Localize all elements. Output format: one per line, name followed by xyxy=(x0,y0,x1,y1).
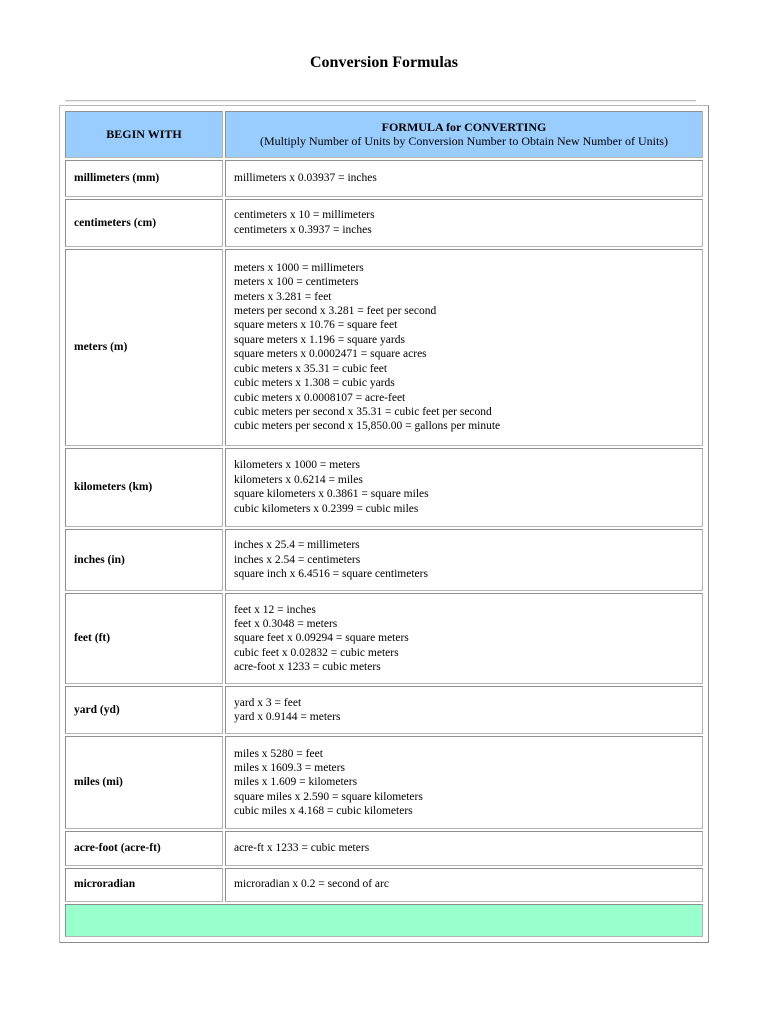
table-row xyxy=(65,736,703,829)
formula-line: cubic meters per second x 15,850.00 = gallons per minute xyxy=(234,420,501,433)
formula-line: square feet x 0.09294 = square meters xyxy=(234,632,409,645)
table-row xyxy=(65,249,703,446)
formula-line: meters x 3.281 = feet xyxy=(234,290,332,303)
table-row xyxy=(65,529,703,591)
table-row xyxy=(65,199,703,247)
conversion-table xyxy=(63,109,705,939)
formula-cell xyxy=(225,199,703,247)
formula-line: cubic feet x 0.02832 = cubic meters xyxy=(234,646,399,659)
formula-cell xyxy=(225,593,703,684)
formula-line: cubic meters x 0.0008107 = acre-feet xyxy=(234,391,406,404)
formula-line: centimeters x 0.3937 = inches xyxy=(234,223,372,236)
table-row xyxy=(65,868,703,902)
unit-cell: inches (in) xyxy=(65,529,223,591)
unit-cell: kilometers (km) xyxy=(65,448,223,527)
unit-cell: microradian xyxy=(65,868,223,902)
unit-cell: miles (mi) xyxy=(65,736,223,829)
table-row xyxy=(65,593,703,684)
table-row xyxy=(65,831,703,865)
formula-cell xyxy=(225,249,703,446)
formula-line: square kilometers x 0.3861 = square miles xyxy=(234,488,429,501)
formula-cell xyxy=(225,736,703,829)
formula-line: millimeters x 0.03937 = inches xyxy=(234,172,377,185)
header-formula xyxy=(225,111,703,158)
formula-line: yard x 3 = feet xyxy=(234,696,302,709)
formula-line: cubic meters x 35.31 = cubic feet xyxy=(234,362,388,375)
table-row xyxy=(65,448,703,527)
formula-line: meters x 100 = centimeters xyxy=(234,276,359,289)
formula-line: square miles x 2.590 = square kilometers xyxy=(234,790,423,803)
formula-line: miles x 5280 = feet xyxy=(234,747,323,760)
conversion-table-frame xyxy=(59,105,709,943)
formula-cell xyxy=(225,686,703,734)
formula-line: square meters x 10.76 = square feet xyxy=(234,319,398,332)
formula-line: square meters x 0.0002471 = square acres xyxy=(234,348,427,361)
formula-line: inches x 2.54 = centimeters xyxy=(234,553,361,566)
formula-line: acre-foot x 1233 = cubic meters xyxy=(234,661,381,674)
formula-line: meters per second x 3.281 = feet per second xyxy=(234,305,437,318)
formula-cell xyxy=(225,831,703,865)
formula-line: cubic meters per second x 35.31 = cubic feet per second xyxy=(234,405,492,418)
formula-line: feet x 0.3048 = meters xyxy=(234,617,338,630)
formula-line: miles x 1609.3 = meters xyxy=(234,761,345,774)
table-header-row xyxy=(65,111,703,158)
table-row xyxy=(65,686,703,734)
formula-line: inches x 25.4 = millimeters xyxy=(234,539,360,552)
unit-cell: feet (ft) xyxy=(65,593,223,684)
footer-cell xyxy=(65,904,703,937)
table-row xyxy=(65,160,703,197)
formula-line: cubic kilometers x 0.2399 = cubic miles xyxy=(234,502,419,515)
formula-cell xyxy=(225,529,703,591)
formula-line: yard x 0.9144 = meters xyxy=(234,711,341,724)
formula-line: meters x 1000 = millimeters xyxy=(234,261,364,274)
horizontal-rule xyxy=(65,100,696,102)
header-formula-subtitle: (Multiply Number of Units by Conversion Number to Obtain New Number of Units) xyxy=(260,134,668,149)
unit-cell: acre-foot (acre-ft) xyxy=(65,831,223,865)
header-begin-with: BEGIN WITH xyxy=(65,111,223,158)
formula-line: kilometers x 1000 = meters xyxy=(234,459,360,472)
formula-line: centimeters x 10 = millimeters xyxy=(234,209,375,222)
unit-cell: millimeters (mm) xyxy=(65,160,223,197)
formula-cell xyxy=(225,160,703,197)
unit-cell: yard (yd) xyxy=(65,686,223,734)
formula-cell xyxy=(225,448,703,527)
formula-line: microradian x 0.2 = second of arc xyxy=(234,878,389,891)
formula-line: square meters x 1.196 = square yards xyxy=(234,333,405,346)
formula-line: cubic meters x 1.308 = cubic yards xyxy=(234,377,395,390)
formula-line: acre-ft x 1233 = cubic meters xyxy=(234,842,370,855)
formula-line: feet x 12 = inches xyxy=(234,603,316,616)
header-formula-title: FORMULA for CONVERTING xyxy=(381,119,547,134)
formula-cell xyxy=(225,868,703,902)
unit-cell: meters (m) xyxy=(65,249,223,446)
page-title: Conversion Formulas xyxy=(310,54,458,71)
table-footer-row xyxy=(65,904,703,937)
unit-cell: centimeters (cm) xyxy=(65,199,223,247)
formula-line: miles x 1.609 = kilometers xyxy=(234,776,358,789)
formula-line: cubic miles x 4.168 = cubic kilometers xyxy=(234,805,413,818)
formula-line: square inch x 6.4516 = square centimeters xyxy=(234,568,428,580)
formula-line: kilometers x 0.6214 = miles xyxy=(234,473,363,486)
